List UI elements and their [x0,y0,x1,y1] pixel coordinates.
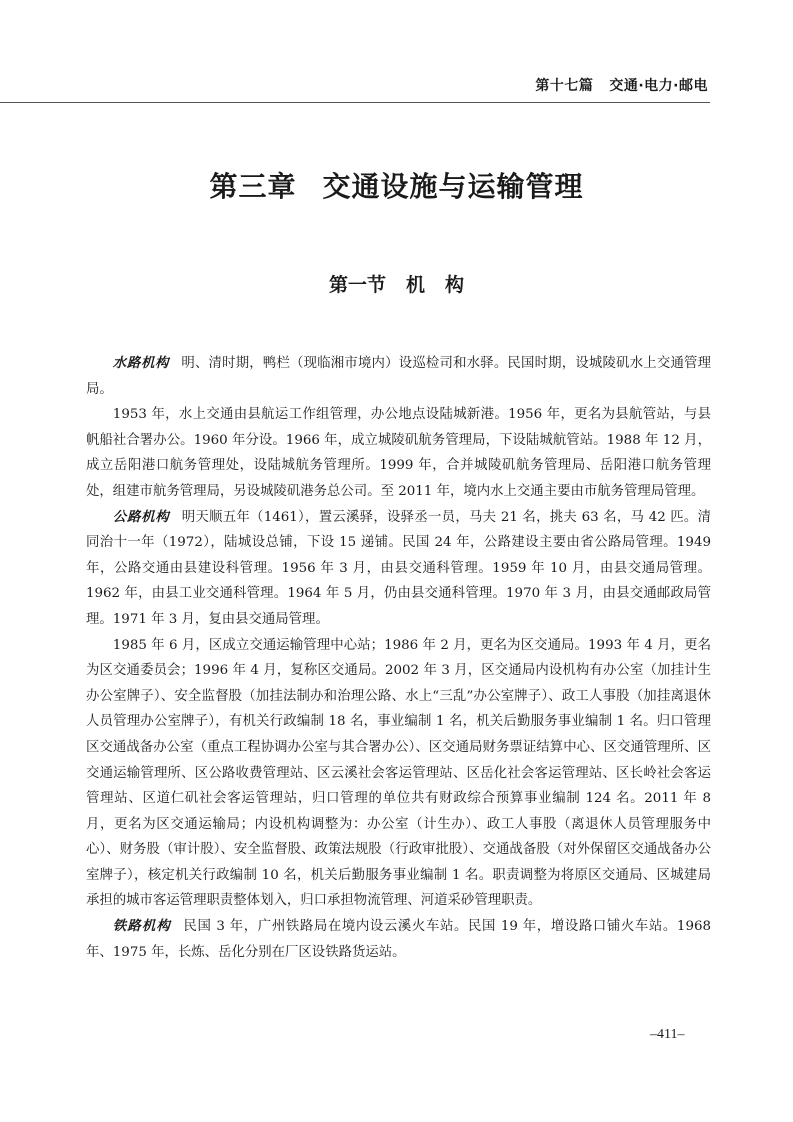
header-part: 第十七篇 [535,78,594,94]
section-number: 第一节 [328,274,386,296]
paragraph-water-agencies [86,351,711,402]
paragraph-lead: 公路机构 [112,508,170,525]
paragraph [86,402,711,504]
paragraph-text: 明、清时期，鸭栏（现临湘市境内）设巡检司和水驿。民国时期，设城陵矶水上交通管理局。 [86,356,712,397]
paragraph-lead: 水路机构 [112,355,170,371]
paragraph-text: 民国 3 年，广州铁路局在境内设云溪火车站。民国 19 年，增设路口铺火车站。1968 年、1975 年，长炼、岳化分别在厂区设铁路货运站。 [86,919,712,960]
running-header-text [535,75,708,95]
header-subject: 交通·电力·邮电 [609,78,708,94]
paragraph-railway-agencies [86,914,711,965]
paragraph-text: 1985 年 6 月，区成立交通运输管理中心站；1986 年 2 月，更名为区交通局。1993 年 4 月，更名为区交通委员会；1996 年 4 月，复称区交通局。2002 年 3 月，区交通局内设机构有办公室（加挂计生办公室牌子）、安全监督股（加挂法制办和治理公路、水上“三乱”办公室牌子）、政工人事股（加挂离退休人员管理办公室牌子），有机关行政编制 18 名，事业编制 1 名，机关后勤服务事业编制 1 名。归口管理区交通战备办公室（重点工程协调办公室与其合署办公）、区交通局财务票证结算中心、区交通管理所、区交通运输管理所、区公路收费管理站、区云溪社会客运管理站、区岳化社会客运管理站、区长岭社会客运管理站、区道仁矶社会客运管理站，归口管理的单位共有财政综合预算事业编制 124 名。2011 年 8 月，更名为区交通运输局；内设机构调整为：办公室（计生办）、政工人事股（离退休人员管理服务中心）、财务股（审计股）、安全监督股、政策法规股（行政审批股）、交通战备股（对外保留区交通战备办公室牌子），核定机关行政编制 10 名，机关后勤服务事业编制 1 名。职责调整为将原区交通局、区城建局承担的城市客运管理职责整体划入，归口承担物流管理、河道采砂管理职责。 [86,637,711,909]
chapter-name: 交通设施与运输管理 [322,170,584,203]
page-number: –411– [650,1027,685,1042]
running-header [0,72,710,103]
section-title [0,270,793,297]
section-title-char-2: 构 [445,274,465,296]
paragraph-text: 1953 年，水上交通由县航运工作组管理，办公地点设陆城新港。1956 年，更名为县航管站，与县帆船社合署办公。1960 年分设。1966 年，成立城陵矶航务管理局，下设陆城航管站。1988 年 12 月，成立岳阳港口航务管理处，设陆城航务管理所。1999 年，合并城陵矶航务管理局、岳阳港口航务管理处，组建市航务管理局，另设城陵矶港务总公司。至 2011 年，境内水上交通主要由市航务管理局管理。 [86,407,711,499]
chapter-title [0,165,793,205]
body-text [86,351,711,965]
chapter-number: 第三章 [209,170,297,203]
paragraph-text: 明天顺五年（1461），置云溪驿，设驿丞一员，马夫 21 名，挑夫 63 名，马 42 匹。清同治十一年（1972），陆城设总铺，下设 15 递铺。民国 24 年，公路建设主要由省公路局管理。1949 年，公路交通由县建设科管理。1956 年 3 月，由县交通科管理。1959 年 10 月，由县交通局管理。1962 年，由县工业交通科管理。1964 年 5 月，仍由县交通科管理。1970 年 3 月，由县交通邮政局管理。1971 年 3 月，复由县交通局管理。 [86,509,711,627]
paragraph-lead: 铁路机构 [112,918,171,935]
section-title-char-1: 机 [405,274,425,296]
paragraph-road-agencies [86,505,711,633]
paragraph [86,633,711,915]
